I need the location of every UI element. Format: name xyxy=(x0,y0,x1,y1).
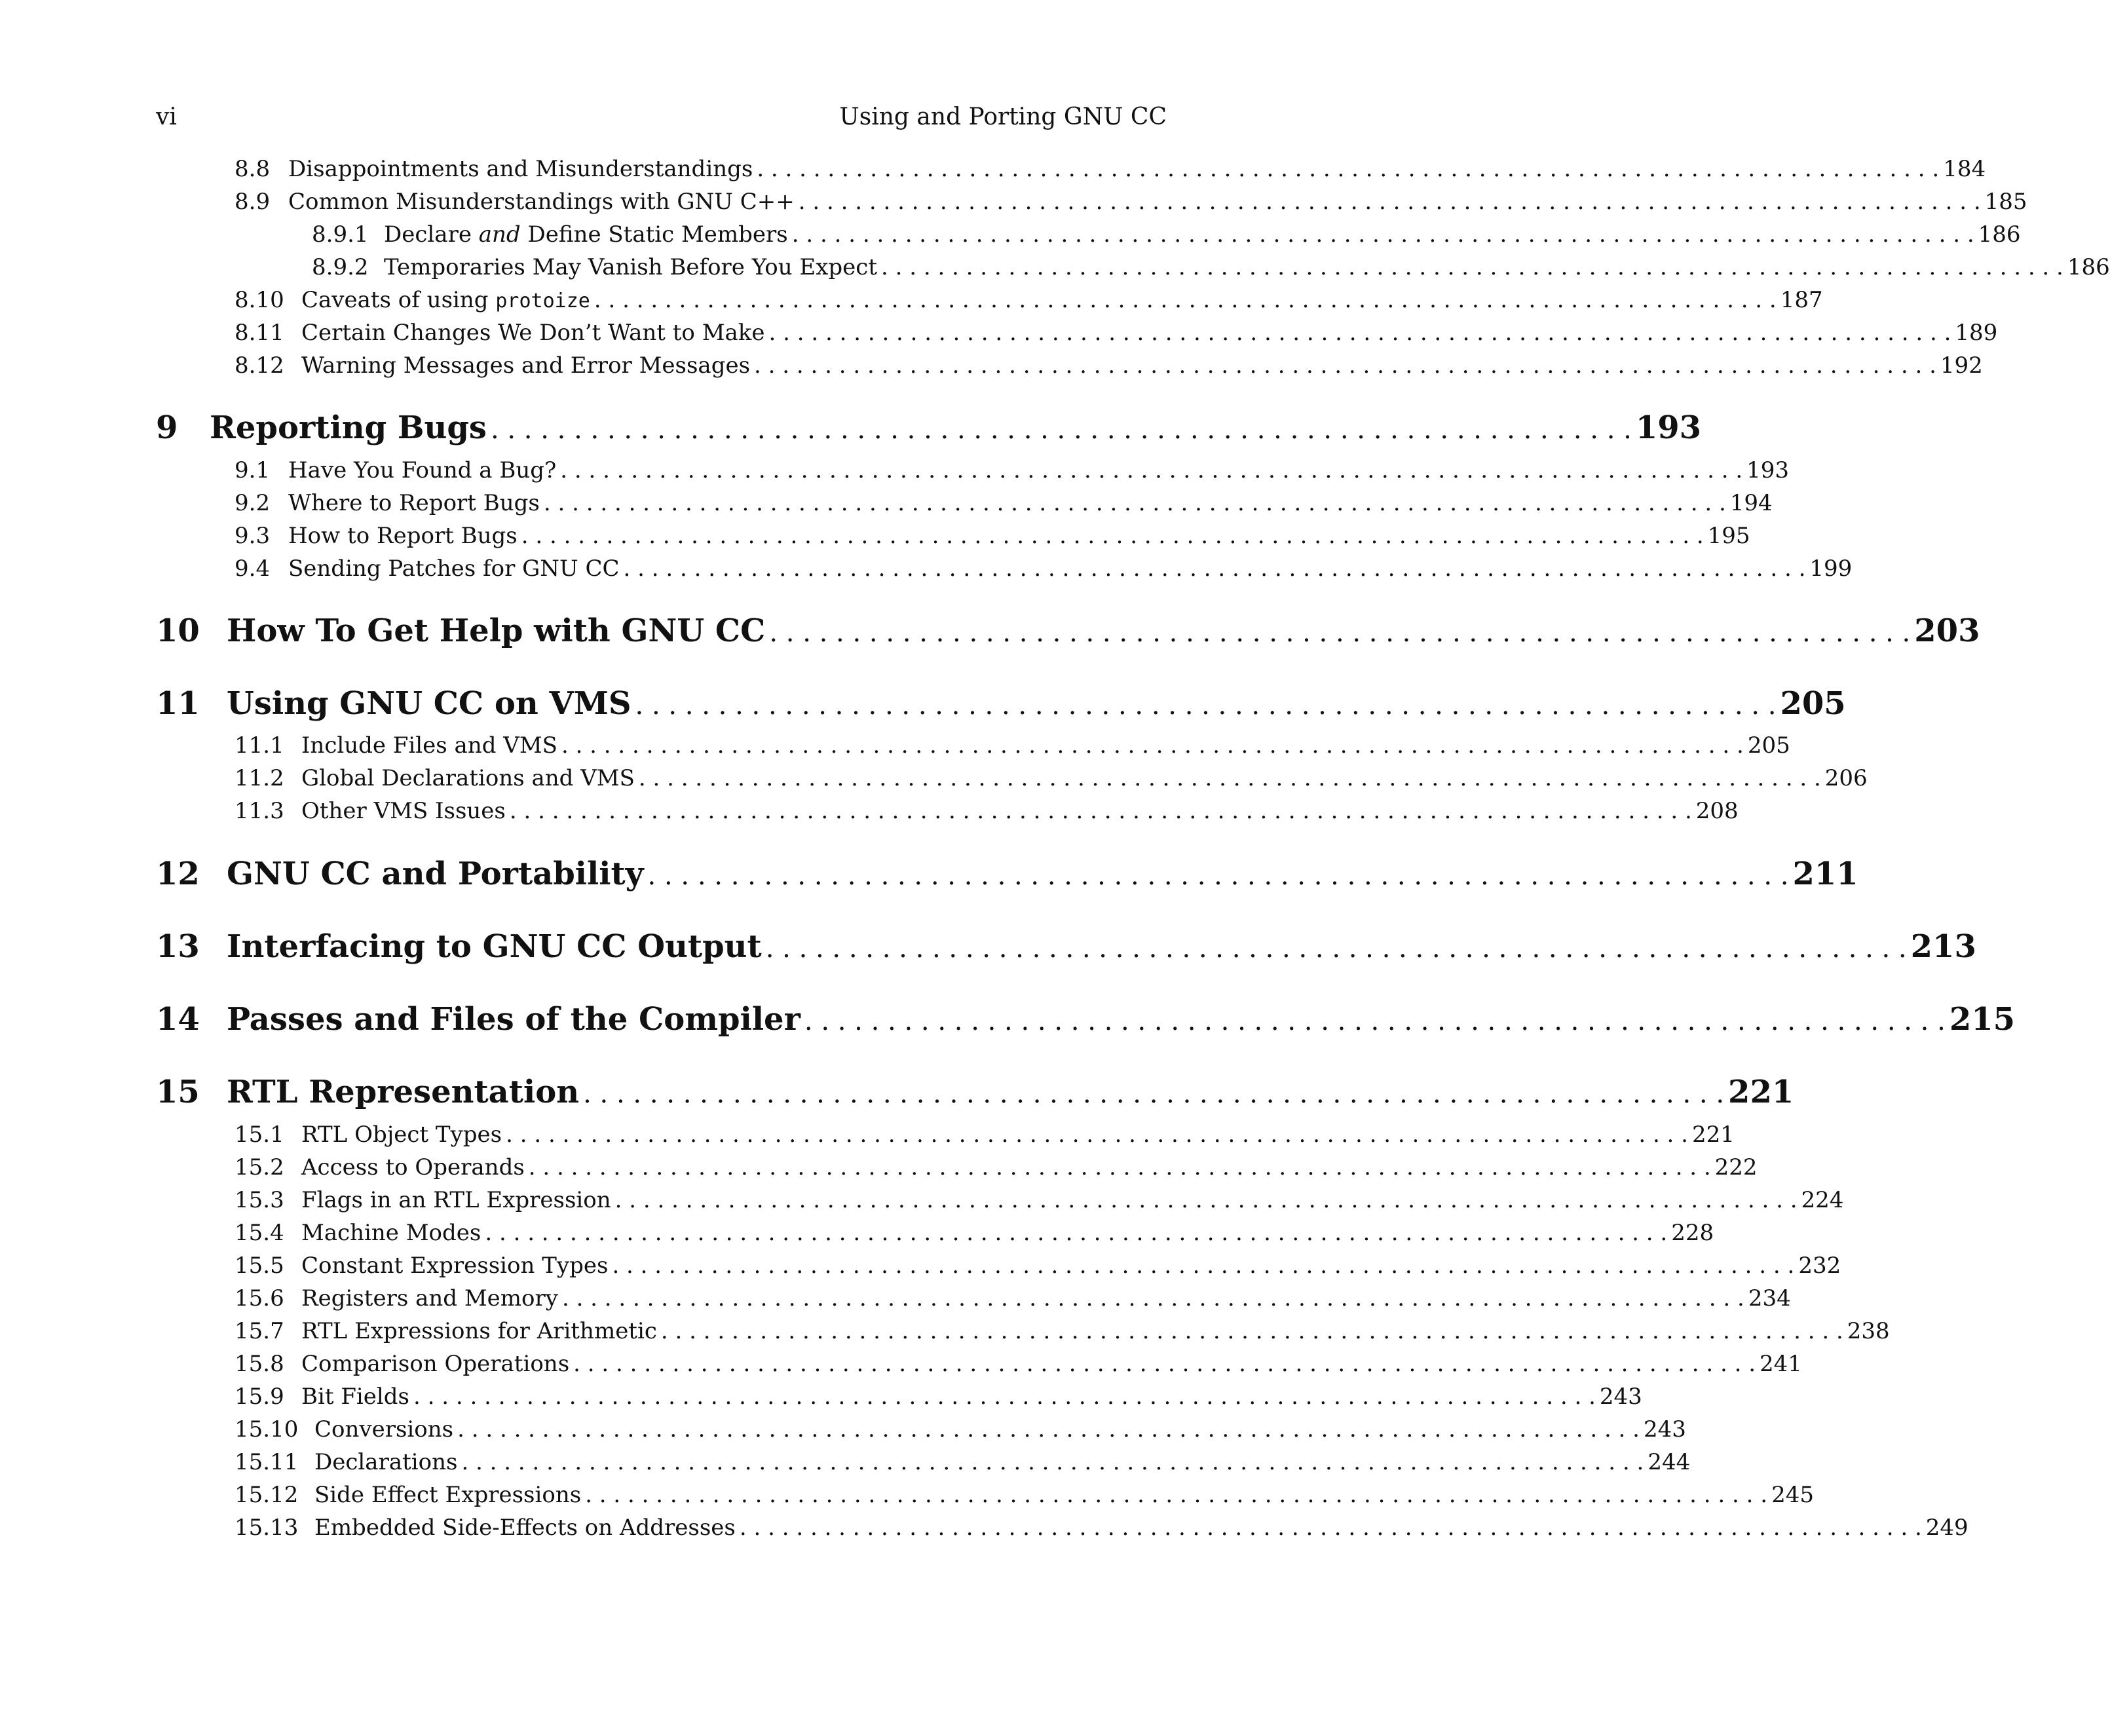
chapter-number: 12 xyxy=(156,856,200,892)
leader-dots: . . . . . . . . . . . . . . . . . . . . . . . . . . . . . . . . . . . . . . . . . . . . . . . . . . . . . . . . . . . . . . . . . . . . . . . . . . . . . . . . . . . . xyxy=(528,1154,1711,1180)
section-number: 9.4 xyxy=(235,556,271,582)
chapter-title: Passes and Files of the Compiler xyxy=(227,1001,801,1038)
leader-dots: . . . . . . . . . . . . . . . . . . . . . . . . . . . . . . . . . . . . . . . . . . . . . . . . . . . . . . . . . . . . . . . . . . . . . . . . . . . . . . . . . . . . xyxy=(506,1122,1688,1148)
page-number: 221 xyxy=(1691,1122,1735,1148)
page-number-roman: vi xyxy=(156,104,177,130)
section-title: Include Files and VMS xyxy=(301,732,557,759)
toc-entry-11-1[interactable] xyxy=(235,732,1790,763)
page-number: 194 xyxy=(1729,490,1773,516)
section-title: Declare and Define Static Members xyxy=(384,221,788,248)
toc-entry-15-1[interactable] xyxy=(235,1122,1735,1152)
leader-dots: . . . . . . . . . . . . . . . . . . . . . . . . . . . . . . . . . . . . . . . . . . . . . . . . . . . . . . . . . . . . . . . . . . . . . . . . . . . . . . . . . . . . xyxy=(413,1384,1596,1410)
section-title: Certain Changes We Don’t Want to Make xyxy=(301,320,765,346)
section-number: 9.2 xyxy=(235,490,271,516)
leader-dots: . . . . . . . . . . . . . . . . . . . . . . . . . . . . . . . . . . . . . . . . . . . . . . . . . . . . . . . . . . . . . . . . . . . . . . . . . . . . . . . . . . . . xyxy=(585,1482,1768,1508)
section-title: Machine Modes xyxy=(301,1220,481,1246)
section-title: RTL Expressions for Arithmetic xyxy=(301,1318,657,1344)
leader-dots: . . . . . . . . . . . . . . . . . . . . . . . . . . . . . . . . . . . . . . . . . . . . . . . . . . . . . . . . . . . . . . . . . . . . . xyxy=(490,415,1632,445)
page-number: 222 xyxy=(1714,1154,1758,1180)
toc-chapter-11[interactable] xyxy=(156,685,1846,727)
toc-entry-8-8[interactable] xyxy=(235,156,1986,186)
section-number: 11.1 xyxy=(235,732,284,759)
chapter-title: Using GNU CC on VMS xyxy=(227,685,631,722)
page-number: 184 xyxy=(1943,156,1986,182)
leader-dots: . . . . . . . . . . . . . . . . . . . . . . . . . . . . . . . . . . . . . . . . . . . . . . . . . . . . . . . . . . . . . . . . . . . . . . . . . . . . . . . . . . . . xyxy=(739,1515,1922,1541)
chapter-page-number: 211 xyxy=(1792,856,1858,892)
leader-dots: . . . . . . . . . . . . . . . . . . . . . . . . . . . . . . . . . . . . . . . . . . . . . . . . . . . . . . . . . . . . . . . . . . . . . . . . . . . . . . . . . . . . xyxy=(791,221,1974,248)
leader-dots: . . . . . . . . . . . . . . . . . . . . . . . . . . . . . . . . . . . . . . . . . . . . . . . . . . . . . . . . . . . . . . . . . . . . . . . . . . . . . . . . . . . . xyxy=(614,1187,1798,1213)
page-number: 228 xyxy=(1671,1220,1714,1246)
toc-entry-15-13[interactable] xyxy=(235,1515,1969,1545)
leader-dots: . . . . . . . . . . . . . . . . . . . . . . . . . . . . . . . . . . . . . . . . . . . . . . . . . . . . . . . . . . . . . . . . . . . . . . . . . . . . . . . . . . . . xyxy=(638,765,1821,791)
section-number: 8.9.2 xyxy=(312,254,369,280)
page-number: 244 xyxy=(1648,1449,1691,1475)
section-title: RTL Object Types xyxy=(301,1122,502,1148)
toc-chapter-15[interactable] xyxy=(156,1074,1794,1116)
page-number: 193 xyxy=(1746,457,1790,483)
toc-entry-11-2[interactable] xyxy=(235,765,1868,795)
toc-entry-8-12[interactable] xyxy=(235,352,1983,383)
chapter-number: 9 xyxy=(156,409,178,446)
section-number: 9.1 xyxy=(235,457,271,483)
toc-chapter-10[interactable] xyxy=(156,613,1980,654)
chapter-title: Reporting Bugs xyxy=(210,409,487,446)
section-number: 15.11 xyxy=(235,1449,299,1475)
section-title: Flags in an RTL Expression xyxy=(301,1187,611,1213)
page-number: 245 xyxy=(1771,1482,1814,1508)
page-number: 186 xyxy=(2067,254,2110,280)
page-number: 189 xyxy=(1955,320,1998,346)
leader-dots: . . . . . . . . . . . . . . . . . . . . . . . . . . . . . . . . . . . . . . . . . . . . . . . . . . . . . . . . . . . . . . . . . . . . . . . . . . . . . . . . . . . . xyxy=(573,1351,1756,1377)
toc-entry-8-11[interactable] xyxy=(235,320,1998,350)
section-number: 15.12 xyxy=(235,1482,299,1508)
leader-dots: . . . . . . . . . . . . . . . . . . . . . . . . . . . . . . . . . . . . . . . . . . . . . . . . . . . . . . . . . . . . . . . . . . . . . . . . . . . . . . . . . . . . xyxy=(543,490,1726,516)
leader-dots: . . . . . . . . . . . . . . . . . . . . . . . . . . . . . . . . . . . . . . . . . . . . . . . . . . . . . . . . . . . . . . . . . . . . . . . . . . . . . . . . . . . . xyxy=(880,254,2063,280)
leader-dots: . . . . . . . . . . . . . . . . . . . . . . . . . . . . . . . . . . . . . . . . . . . . . . . . . . . . . . . . . . . . . . . . . . . . . . . . . . . . . . . . . . . . xyxy=(593,287,1777,313)
section-number: 8.10 xyxy=(235,287,284,313)
section-title: Registers and Memory xyxy=(301,1285,558,1311)
section-number: 8.8 xyxy=(235,156,271,182)
section-title: Access to Operands xyxy=(301,1154,525,1180)
chapter-page-number: 221 xyxy=(1728,1074,1794,1110)
toc-entry-15-10[interactable] xyxy=(235,1416,1686,1446)
chapter-title: Interfacing to GNU CC Output xyxy=(227,928,762,965)
leader-dots: . . . . . . . . . . . . . . . . . . . . . . . . . . . . . . . . . . . . . . . . . . . . . . . . . . . . . . . . . . . . . . . . . . . . . . . . . . . . . . . . . . . . xyxy=(623,556,1806,582)
section-number: 8.11 xyxy=(235,320,284,346)
section-title: Warning Messages and Error Messages xyxy=(301,352,751,379)
leader-dots: . . . . . . . . . . . . . . . . . . . . . . . . . . . . . . . . . . . . . . . . . . . . . . . . . . . . . . . . . . . . . . . . . . . . . xyxy=(635,690,1777,721)
section-number: 15.2 xyxy=(235,1154,284,1180)
leader-dots: . . . . . . . . . . . . . . . . . . . . . . . . . . . . . . . . . . . . . . . . . . . . . . . . . . . . . . . . . . . . . . . . . . . . . . . . . . . . . . . . . . . . xyxy=(768,320,1951,346)
page-number: 249 xyxy=(1925,1515,1969,1541)
leader-dots: . . . . . . . . . . . . . . . . . . . . . . . . . . . . . . . . . . . . . . . . . . . . . . . . . . . . . . . . . . . . . . . . . . . . . . . . . . . . . . . . . . . . xyxy=(561,1285,1744,1311)
section-title: Side Effect Expressions xyxy=(314,1482,582,1508)
code-text: protoize xyxy=(495,290,590,312)
page-number: 195 xyxy=(1707,523,1750,549)
section-number: 8.9 xyxy=(235,189,271,215)
toc-entry-9-3[interactable] xyxy=(235,523,1750,553)
toc-entry-15-6[interactable] xyxy=(235,1285,1791,1315)
page-number: 186 xyxy=(1978,221,2021,248)
leader-dots: . . . . . . . . . . . . . . . . . . . . . . . . . . . . . . . . . . . . . . . . . . . . . . . . . . . . . . . . . . . . . . . . . . . . . xyxy=(583,1079,1725,1109)
leader-dots: . . . . . . . . . . . . . . . . . . . . . . . . . . . . . . . . . . . . . . . . . . . . . . . . . . . . . . . . . . . . . . . . . . . . . . . . . . . . . . . . . . . . xyxy=(757,156,1940,182)
section-title: Declarations xyxy=(314,1449,458,1475)
section-number: 8.9.1 xyxy=(312,221,369,248)
section-title: Global Declarations and VMS xyxy=(301,765,635,791)
page-number: 199 xyxy=(1809,556,1853,582)
section-title: Disappointments and Misunderstandings xyxy=(288,156,753,182)
chapter-number: 11 xyxy=(156,685,200,722)
page-number: 243 xyxy=(1643,1416,1686,1443)
leader-dots: . . . . . . . . . . . . . . . . . . . . . . . . . . . . . . . . . . . . . . . . . . . . . . . . . . . . . . . . . . . . . . . . . . . . . . . . . . . . . . . . . . . . xyxy=(660,1318,1843,1344)
toc-entry-15-5[interactable] xyxy=(235,1253,1841,1283)
page-number: 192 xyxy=(1940,352,1983,379)
toc-entry-9-2[interactable] xyxy=(235,490,1773,520)
section-title: Other VMS Issues xyxy=(301,798,506,824)
chapter-page-number: 205 xyxy=(1780,685,1846,722)
page-number: 238 xyxy=(1847,1318,1890,1344)
chapter-number: 10 xyxy=(156,613,200,649)
page-number: 234 xyxy=(1748,1285,1791,1311)
section-number: 15.6 xyxy=(235,1285,284,1311)
toc-entry-9-1[interactable] xyxy=(235,457,1790,487)
section-title: Embedded Side-Effects on Addresses xyxy=(314,1515,736,1541)
section-number: 9.3 xyxy=(235,523,271,549)
section-number: 15.8 xyxy=(235,1351,284,1377)
leader-dots: . . . . . . . . . . . . . . . . . . . . . . . . . . . . . . . . . . . . . . . . . . . . . . . . . . . . . . . . . . . . . . . . . . . . . . . . . . . . . . . . . . . . xyxy=(560,457,1743,483)
chapter-title: RTL Representation xyxy=(227,1074,580,1110)
leader-dots: . . . . . . . . . . . . . . . . . . . . . . . . . . . . . . . . . . . . . . . . . . . . . . . . . . . . . . . . . . . . . . . . . . . . . . . . . . . . . . . . . . . . xyxy=(509,798,1692,824)
chapter-page-number: 203 xyxy=(1914,613,1980,649)
leader-dots: . . . . . . . . . . . . . . . . . . . . . . . . . . . . . . . . . . . . . . . . . . . . . . . . . . . . . . . . . . . . . . . . . . . . . xyxy=(769,618,1911,648)
section-number: 11.3 xyxy=(235,798,284,824)
toc-chapter-12[interactable] xyxy=(156,856,1858,897)
leader-dots: . . . . . . . . . . . . . . . . . . . . . . . . . . . . . . . . . . . . . . . . . . . . . . . . . . . . . . . . . . . . . . . . . . . . . xyxy=(804,1006,1946,1036)
toc-entry-15-8[interactable] xyxy=(235,1351,1802,1381)
chapter-page-number: 215 xyxy=(1949,1001,2016,1038)
page-number: 232 xyxy=(1798,1253,1841,1279)
toc-entry-15-3[interactable] xyxy=(235,1187,1844,1217)
section-title: Caveats of using protoize xyxy=(301,287,590,313)
section-title: Constant Expression Types xyxy=(301,1253,609,1279)
page-number: 185 xyxy=(1984,189,2027,215)
section-title: Bit Fields xyxy=(301,1384,410,1410)
page-number: 224 xyxy=(1801,1187,1844,1213)
leader-dots: . . . . . . . . . . . . . . . . . . . . . . . . . . . . . . . . . . . . . . . . . . . . . . . . . . . . . . . . . . . . . . . . . . . . . xyxy=(765,934,1907,964)
section-number: 15.10 xyxy=(235,1416,299,1443)
toc-entry-15-4[interactable] xyxy=(235,1220,1714,1250)
page-number: 205 xyxy=(1747,732,1790,759)
section-title: Have You Found a Bug? xyxy=(288,457,557,483)
toc-entry-15-12[interactable] xyxy=(235,1482,1814,1512)
chapter-page-number: 213 xyxy=(1910,928,1976,965)
toc-chapter-13[interactable] xyxy=(156,928,1976,970)
toc-chapter-14[interactable] xyxy=(156,1001,2016,1043)
section-title: How to Report Bugs xyxy=(288,523,518,549)
page-number: 243 xyxy=(1599,1384,1642,1410)
toc-entry-8-9-1[interactable] xyxy=(312,221,2021,252)
section-title: Common Misunderstandings with GNU C++ xyxy=(288,189,795,215)
section-title: Temporaries May Vanish Before You Expect xyxy=(384,254,877,280)
section-number: 15.9 xyxy=(235,1384,284,1410)
toc-entry-8-10[interactable] xyxy=(235,287,1823,317)
leader-dots: . . . . . . . . . . . . . . . . . . . . . . . . . . . . . . . . . . . . . . . . . . . . . . . . . . . . . . . . . . . . . . . . . . . . . . . . . . . . . . . . . . . . xyxy=(485,1220,1668,1246)
chapter-number: 13 xyxy=(156,928,200,965)
section-number: 11.2 xyxy=(235,765,284,791)
toc-entry-8-9[interactable] xyxy=(235,189,2027,219)
chapter-number: 15 xyxy=(156,1074,200,1110)
toc-entry-15-2[interactable] xyxy=(235,1154,1758,1184)
page-number: 206 xyxy=(1824,765,1868,791)
leader-dots: . . . . . . . . . . . . . . . . . . . . . . . . . . . . . . . . . . . . . . . . . . . . . . . . . . . . . . . . . . . . . . . . . . . . . . . . . . . . . . . . . . . . xyxy=(612,1253,1795,1279)
leader-dots: . . . . . . . . . . . . . . . . . . . . . . . . . . . . . . . . . . . . . . . . . . . . . . . . . . . . . . . . . . . . . . . . . . . . . xyxy=(647,861,1789,891)
toc-chapter-9[interactable] xyxy=(156,409,1702,451)
section-number: 15.4 xyxy=(235,1220,284,1246)
leader-dots: . . . . . . . . . . . . . . . . . . . . . . . . . . . . . . . . . . . . . . . . . . . . . . . . . . . . . . . . . . . . . . . . . . . . . . . . . . . . . . . . . . . . xyxy=(754,352,1936,379)
running-title: Using and Porting GNU CC xyxy=(839,104,1167,130)
section-title: Conversions xyxy=(314,1416,454,1443)
chapter-number: 14 xyxy=(156,1001,200,1038)
toc-entry-15-11[interactable] xyxy=(235,1449,1691,1479)
chapter-title: How To Get Help with GNU CC xyxy=(227,613,766,649)
section-number: 15.7 xyxy=(235,1318,284,1344)
toc-entry-15-7[interactable] xyxy=(235,1318,1890,1348)
page-number: 241 xyxy=(1760,1351,1802,1377)
toc-entry-8-9-2[interactable] xyxy=(312,254,2110,284)
leader-dots: . . . . . . . . . . . . . . . . . . . . . . . . . . . . . . . . . . . . . . . . . . . . . . . . . . . . . . . . . . . . . . . . . . . . . . . . . . . . . . . . . . . . xyxy=(521,523,1704,549)
chapter-page-number: 193 xyxy=(1635,409,1702,446)
section-title: Where to Report Bugs xyxy=(288,490,540,516)
chapter-title: GNU CC and Portability xyxy=(227,856,644,892)
toc-entry-11-3[interactable] xyxy=(235,798,1739,828)
section-number: 15.5 xyxy=(235,1253,284,1279)
section-number: 15.13 xyxy=(235,1515,299,1541)
page-number: 208 xyxy=(1695,798,1739,824)
leader-dots: . . . . . . . . . . . . . . . . . . . . . . . . . . . . . . . . . . . . . . . . . . . . . . . . . . . . . . . . . . . . . . . . . . . . . . . . . . . . . . . . . . . . xyxy=(457,1416,1640,1443)
page-number: 187 xyxy=(1780,287,1823,313)
section-number: 15.3 xyxy=(235,1187,284,1213)
section-number: 15.1 xyxy=(235,1122,284,1148)
section-number: 8.12 xyxy=(235,352,284,379)
section-title: Comparison Operations xyxy=(301,1351,570,1377)
section-title: Sending Patches for GNU CC xyxy=(288,556,620,582)
leader-dots: . . . . . . . . . . . . . . . . . . . . . . . . . . . . . . . . . . . . . . . . . . . . . . . . . . . . . . . . . . . . . . . . . . . . . . . . . . . . . . . . . . . . xyxy=(461,1449,1644,1475)
leader-dots: . . . . . . . . . . . . . . . . . . . . . . . . . . . . . . . . . . . . . . . . . . . . . . . . . . . . . . . . . . . . . . . . . . . . . . . . . . . . . . . . . . . . xyxy=(561,732,1744,759)
toc-entry-15-9[interactable] xyxy=(235,1384,1642,1414)
leader-dots: . . . . . . . . . . . . . . . . . . . . . . . . . . . . . . . . . . . . . . . . . . . . . . . . . . . . . . . . . . . . . . . . . . . . . . . . . . . . . . . . . . . . xyxy=(798,189,1981,215)
toc-entry-9-4[interactable] xyxy=(235,556,1853,586)
